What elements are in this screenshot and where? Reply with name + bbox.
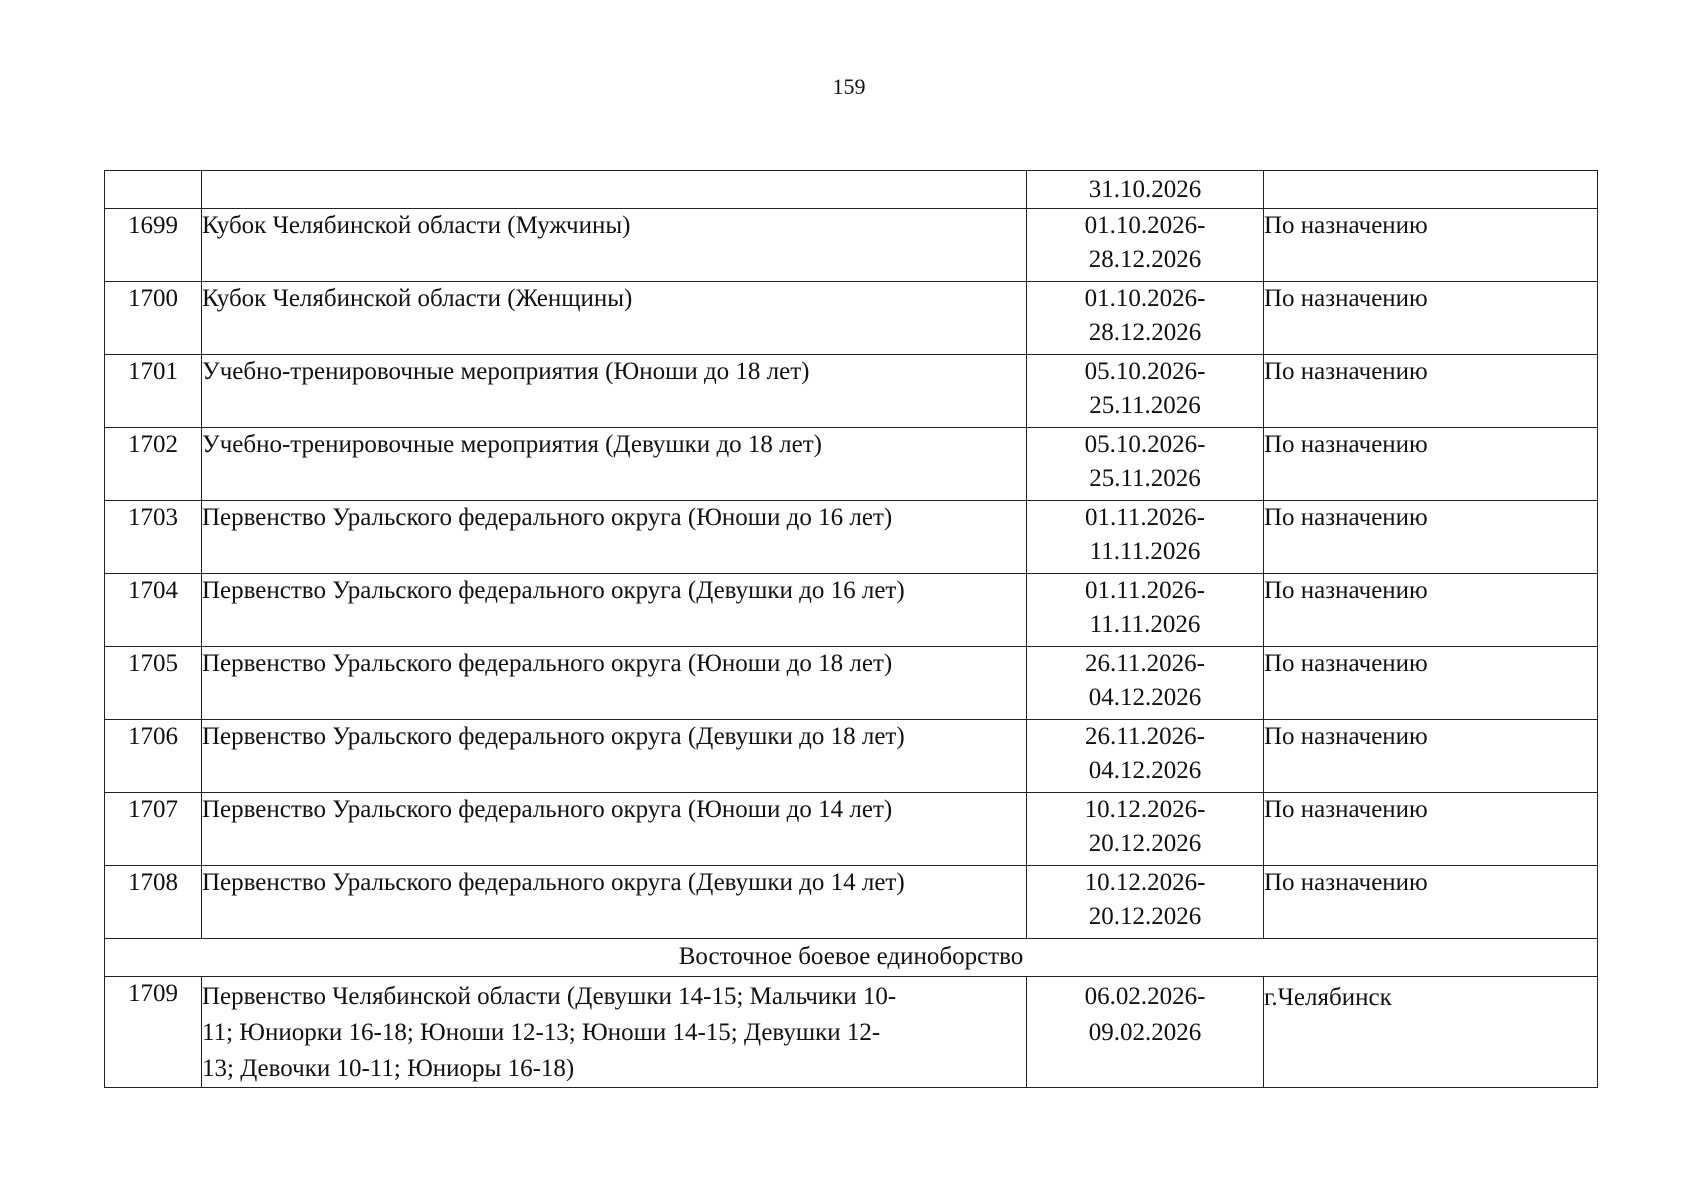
row-number: 1709	[105, 977, 202, 1088]
event-name	[202, 977, 1027, 1088]
event-date-end: 20.12.2026	[1088, 830, 1202, 857]
row-number: 1699	[105, 209, 202, 282]
table-row	[105, 720, 1598, 793]
event-place: По назначению	[1264, 428, 1598, 501]
row-number: 1701	[105, 355, 202, 428]
event-date-start: 26.11.2026-	[1085, 650, 1205, 677]
event-place: По назначению	[1264, 209, 1598, 282]
event-name: Первенство Уральского федерального округа (Девушки до 18 лет)	[202, 720, 1027, 793]
event-name: Первенство Уральского федерального округа (Юноши до 18 лет)	[202, 647, 1027, 720]
event-date-end: 09.02.2026	[1088, 1019, 1202, 1046]
event-place: По назначению	[1264, 355, 1598, 428]
event-date-end: 11.11.2026	[1089, 538, 1201, 565]
event-dates	[1027, 282, 1264, 355]
row-number: 1700	[105, 282, 202, 355]
event-date-end: 20.12.2026	[1088, 903, 1202, 930]
event-place	[1264, 171, 1598, 209]
event-date-start: 01.10.2026-	[1084, 212, 1206, 239]
event-name: Первенство Уральского федерального округа (Девушки до 14 лет)	[202, 866, 1027, 939]
event-name-line: 13; Девочки 10-11; Юниоры 16-18)	[202, 1055, 575, 1082]
row-number: 1707	[105, 793, 202, 866]
event-dates	[1027, 209, 1264, 282]
event-dates	[1027, 720, 1264, 793]
event-place: По назначению	[1264, 866, 1598, 939]
row-number: 1703	[105, 501, 202, 574]
event-place: По назначению	[1264, 793, 1598, 866]
event-dates	[1027, 866, 1264, 939]
table-row	[105, 428, 1598, 501]
row-number: 1706	[105, 720, 202, 793]
event-place: По назначению	[1264, 647, 1598, 720]
event-name: Первенство Уральского федерального округа (Девушки до 16 лет)	[202, 574, 1027, 647]
event-date-start: 10.12.2026-	[1084, 869, 1206, 896]
event-date-start: 01.11.2026-	[1085, 577, 1205, 604]
events-table-body	[105, 171, 1598, 1088]
row-number: 1708	[105, 866, 202, 939]
event-name: Первенство Уральского федерального округа (Юноши до 14 лет)	[202, 793, 1027, 866]
event-date-end: 11.11.2026	[1089, 611, 1201, 638]
table-row	[105, 793, 1598, 866]
row-number: 1704	[105, 574, 202, 647]
event-dates	[1027, 501, 1264, 574]
event-date-end: 28.12.2026	[1088, 246, 1202, 273]
event-name-line: Первенство Челябинской области (Девушки 14-15; Мальчики 10-	[202, 983, 897, 1010]
section-title: Восточное боевое единоборство	[105, 939, 1598, 977]
event-name	[202, 171, 1027, 209]
page-number: 159	[832, 74, 866, 99]
event-dates	[1027, 574, 1264, 647]
row-number	[105, 171, 202, 209]
event-date-end: 25.11.2026	[1089, 392, 1201, 419]
event-date-start: 10.12.2026-	[1084, 796, 1206, 823]
event-date-start: 01.10.2026-	[1084, 285, 1206, 312]
table-row	[105, 501, 1598, 574]
event-date-end: 04.12.2026	[1088, 757, 1202, 784]
event-place: По назначению	[1264, 574, 1598, 647]
table-row	[105, 977, 1598, 1088]
event-name: Учебно-тренировочные мероприятия (Девушки до 18 лет)	[202, 428, 1027, 501]
event-name: Первенство Уральского федерального округа (Юноши до 16 лет)	[202, 501, 1027, 574]
section-header-row	[105, 939, 1598, 977]
table-row	[105, 282, 1598, 355]
event-place: По назначению	[1264, 501, 1598, 574]
event-date-start: 05.10.2026-	[1084, 358, 1206, 385]
table-row	[105, 209, 1598, 282]
event-date-start: 05.10.2026-	[1084, 431, 1206, 458]
event-date-start: 01.11.2026-	[1085, 504, 1205, 531]
event-name: Кубок Челябинской области (Мужчины)	[202, 209, 1027, 282]
row-number: 1705	[105, 647, 202, 720]
event-place: г.Челябинск	[1264, 977, 1598, 1088]
event-dates	[1027, 355, 1264, 428]
event-dates	[1027, 647, 1264, 720]
table-row	[105, 355, 1598, 428]
carry-over-row	[105, 171, 1598, 209]
table-row	[105, 866, 1598, 939]
row-number: 1702	[105, 428, 202, 501]
event-date-end: 25.11.2026	[1089, 465, 1201, 492]
events-table	[104, 170, 1598, 1088]
event-date-end: 28.12.2026	[1088, 319, 1202, 346]
event-name-line: 11; Юниорки 16-18; Юноши 12-13; Юноши 14-15; Девушки 12-	[202, 1019, 881, 1046]
event-place: По назначению	[1264, 720, 1598, 793]
event-dates	[1027, 428, 1264, 501]
event-dates	[1027, 793, 1264, 866]
table-row	[105, 647, 1598, 720]
event-date-start: 06.02.2026-	[1084, 983, 1206, 1010]
event-date-end: 31.10.2026	[1027, 171, 1264, 209]
event-name: Кубок Челябинской области (Женщины)	[202, 282, 1027, 355]
event-date-end: 04.12.2026	[1088, 684, 1202, 711]
event-place: По назначению	[1264, 282, 1598, 355]
event-date-start: 26.11.2026-	[1085, 723, 1205, 750]
event-dates	[1027, 977, 1264, 1088]
table-row	[105, 574, 1598, 647]
event-name: Учебно-тренировочные мероприятия (Юноши до 18 лет)	[202, 355, 1027, 428]
